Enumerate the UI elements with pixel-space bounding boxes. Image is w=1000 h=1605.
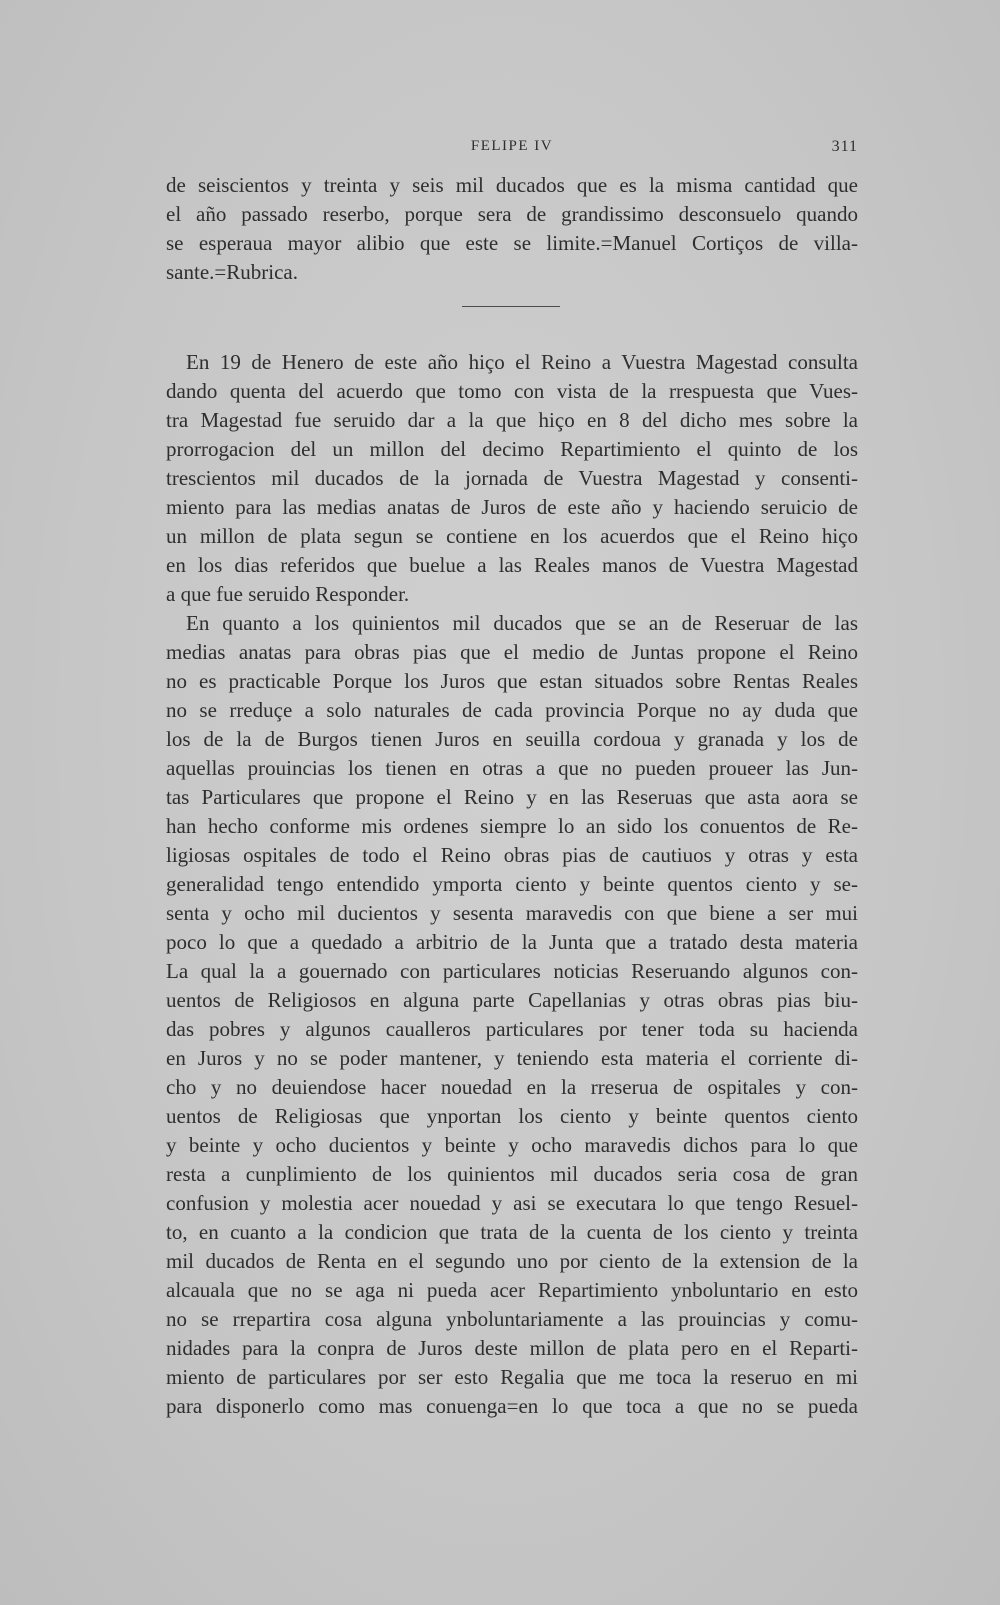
page-number: 311 bbox=[831, 138, 858, 155]
text-line: medias anatas para obras pias que el medio de Juntas propone el Reino bbox=[166, 640, 858, 664]
text-line: das pobres y algunos caualleros particulares por tener toda su hacienda bbox=[166, 1017, 858, 1041]
text-line: confusion y molestia acer nouedad y asi se executara lo que tengo Resuel- bbox=[166, 1191, 858, 1215]
text-line: cho y no deuiendose hacer nouedad en la rreserua de ospitales y con- bbox=[166, 1075, 858, 1099]
text-line: ligiosas ospitales de todo el Reino obras pias de cautiuos y otras y esta bbox=[166, 843, 858, 867]
text-line: sante.=Rubrica. bbox=[166, 260, 298, 284]
text-line: nidades para la conpra de Juros deste millon de plata pero en el Reparti- bbox=[166, 1336, 858, 1360]
text-line: prorrogacion del un millon del decimo Repartimiento el quinto de los bbox=[166, 437, 858, 461]
running-title: FELIPE IV bbox=[470, 138, 554, 154]
text-line: mil ducados de Renta en el segundo uno por ciento de la extension de la bbox=[166, 1249, 858, 1273]
text-line: tra Magestad fue seruido dar a la que hiço en 8 del dicho mes sobre la bbox=[166, 408, 858, 432]
text-line: en Juros y no se poder mantener, y teniendo esta materia el corriente di- bbox=[166, 1046, 858, 1070]
text-line: no es practicable Porque los Juros que estan situados sobre Rentas Reales bbox=[166, 669, 858, 693]
text-line: uentos de Religiosos en alguna parte Capellanias y otras obras pias biu- bbox=[166, 988, 858, 1012]
text-line: el año passado reserbo, porque sera de grandissimo desconsuelo quando bbox=[166, 202, 858, 226]
text-line: La qual la a gouernado con particulares noticias Reseruando algunos con- bbox=[166, 959, 858, 983]
text-line: alcauala que no se aga ni pueda acer Repartimiento ynboluntario en esto bbox=[166, 1278, 858, 1302]
text-line: poco lo que a quedado a arbitrio de la Junta que a tratado desta materia bbox=[166, 930, 858, 954]
text-line: resta a cunplimiento de los quinientos mil ducados seria cosa de gran bbox=[166, 1162, 858, 1186]
text-line: no se rreduçe a solo naturales de cada provincia Porque no ay duda que bbox=[166, 698, 858, 722]
text-line: de seiscientos y treinta y seis mil ducados que es la misma cantidad que bbox=[166, 173, 858, 197]
text-line: miento para las medias anatas de Juros de este año y haciendo seruicio de bbox=[166, 495, 858, 519]
paragraph-continuation bbox=[166, 171, 858, 287]
text-line: En quanto a los quinientos mil ducados que se an de Reseruar de las bbox=[186, 611, 858, 635]
text-line: tas Particulares que propone el Reino y en las Reseruas que asta aora se bbox=[166, 785, 858, 809]
running-head bbox=[166, 138, 858, 162]
text-line: dando quenta del acuerdo que tomo con vista de la rrespuesta que Vues- bbox=[166, 379, 858, 403]
text-line: a que fue seruido Responder. bbox=[166, 582, 410, 606]
text-line: para disponerlo como mas conuenga=en lo que toca a que no se pueda bbox=[166, 1394, 858, 1418]
text-line: aquellas prouincias los tienen en otras a que no pueden proueer las Jun- bbox=[166, 756, 858, 780]
section-divider bbox=[462, 306, 560, 307]
text-line: un millon de plata segun se contiene en los acuerdos que el Reino hiço bbox=[166, 524, 858, 548]
text-line: trescientos mil ducados de la jornada de Vuestra Magestad y consenti- bbox=[166, 466, 858, 490]
text-line: y beinte y ocho ducientos y beinte y ocho maravedis dichos para lo que bbox=[166, 1133, 858, 1157]
text-line: generalidad tengo entendido ymporta ciento y beinte quentos ciento y se- bbox=[166, 872, 858, 896]
text-line: miento de particulares por ser esto Regalia que me toca la reseruo en mi bbox=[166, 1365, 858, 1389]
text-line: En 19 de Henero de este año hiço el Reino a Vuestra Magestad consulta bbox=[186, 350, 858, 374]
text-line: no se rrepartira cosa alguna ynboluntariamente a las prouincias y comu- bbox=[166, 1307, 858, 1331]
text-line: to, en cuanto a la condicion que trata de la cuenta de los ciento y treinta bbox=[166, 1220, 858, 1244]
text-line: han hecho conforme mis ordenes siempre lo an sido los conuentos de Re- bbox=[166, 814, 858, 838]
text-line: uentos de Religiosas que ynportan los ciento y beinte quentos ciento bbox=[166, 1104, 858, 1128]
text-line: en los dias referidos que buelue a las Reales manos de Vuestra Magestad bbox=[166, 553, 858, 577]
text-line: senta y ocho mil ducientos y sesenta maravedis con que biene a ser mui bbox=[166, 901, 858, 925]
body-text bbox=[166, 348, 858, 1421]
text-line: se esperaua mayor alibio que este se limite.=Manuel Cortiços de villa- bbox=[166, 231, 858, 255]
text-line: los de la de Burgos tienen Juros en seuilla cordoua y granada y los de bbox=[166, 727, 858, 751]
